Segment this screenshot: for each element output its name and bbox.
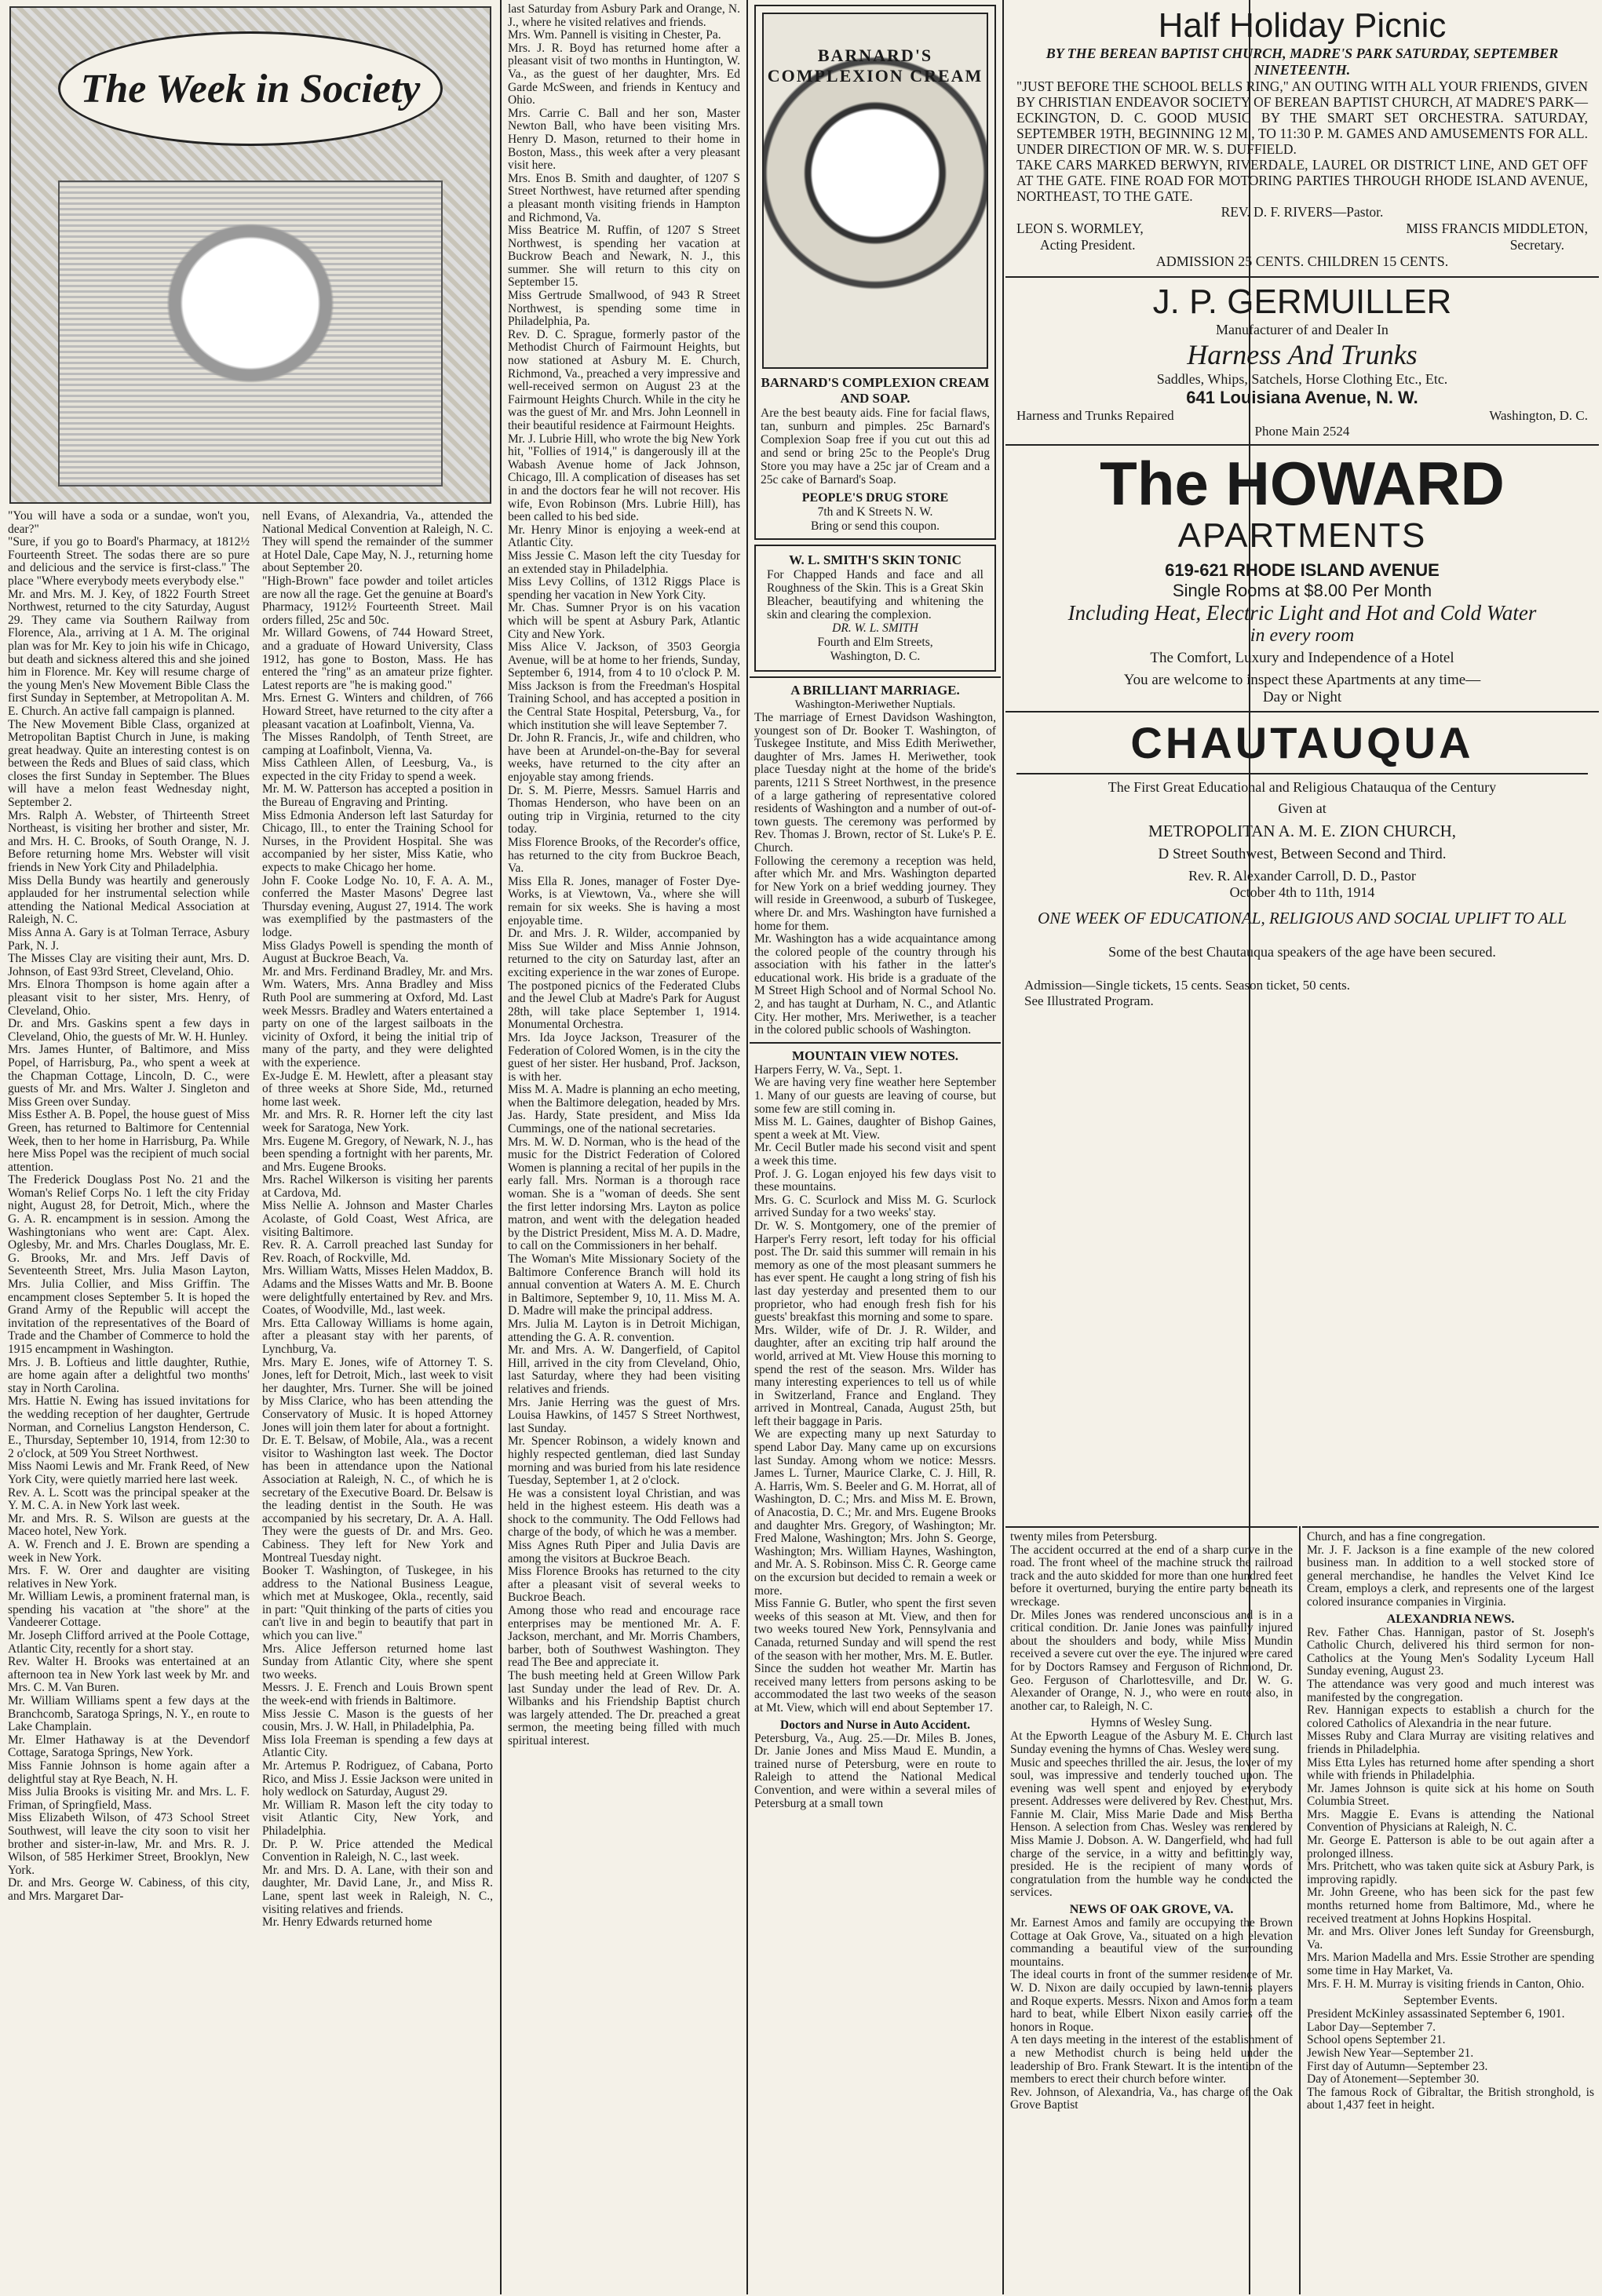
picnic-secretary: MISS FRANCIS MIDDLETON, (1406, 220, 1588, 236)
germuiller-line-1: Manufacturer of and Dealer In (1216, 322, 1389, 337)
chautauqua-admission: Admission—Single tickets, 15 cents. Season ticket, 50 cents. (1024, 978, 1351, 993)
mountain-view-article: Harpers Ferry, W. Va., Sept. 1. We are having very fine weather here September 1. Many of our guests are leaving of course, but some few are still coming in. Miss M. L. Gaines, daughter of Bishop Gaines, spent a week at Mt. View. Mr. Cecil Butler made his second visit and spent a week this time. Prof. J. G. Logan enjoyed his few days visit to these mountains. Mrs. G. C. Scurlock and Miss M. G. Scurlock arrived Sunday for a two weeks' stay. Dr. W. S. Montgomery, one of the premier of Harper's Ferry resort, left today for his official post. The Dr. said this summer will remain in his memory as one of the most pleasant summers he has ever spent. He caught a long string of fish his last day yesterday and presented them to our proprietor, who had enough fresh fish for his guests' breakfast this morning and some to spare. Mrs. Wilder, wife of Dr. J. R. Wilder, and daughter, after an exciting trip half around the world, arrived at Mt. View House this morning to spend the rest of the season. Mrs. Wilder has many interesting experiences to tell us of while in Switzerland, France and England. They arrived in Montreal, Canada, August 25th, but left their baggage in Paris. We are expecting many up next Saturday to spend Labor Day. Many came up on excursions last Sunday. Among whom we notice: Messrs. James L. Turner, Maurice Clarke, C. J. Hill, R. A. Harris, Wm. S. Beeler and G. M. Horrat, all of Washington, D. C.; Mrs. and Miss M. E. Brown, of Anacostia, D. C.; Mr. and Mrs. Eugene Brooks and daughter Mrs. Gregory, of Washington; Mr. Fred Malone, Washington; Mrs. John S. George, Washington; Mrs. William Haynes, Washington, and Mr. A. S. Robinson. Miss C. R. George came on the excursion but decided to remain a week or more. Miss Fannie G. Butler, who spent the first seven weeks of this season at Mt. View, and then for two weeks toured New York, Pennsylvania and Canada, returned Sunday and will spend the rest of the season with her mother, Mrs. M. E. Butler. Since the sudden hot weather Mr. Martin has received many letters from persons asking to be accommodated the last two weeks of the season at Mt. View, which will end about September 17. (754, 1062, 996, 1715)
howard-subtitle: APARTMENTS (1177, 516, 1427, 555)
skin-tonic-address-1: Fourth and Elm Streets, (817, 636, 933, 649)
auto-accident-article: Petersburg, Va., Aug. 25.—Dr. Miles B. Jones, Dr. Janie Jones and Miss Maud E. Mundin, a trained nurse of Petersburg, were en route to Raleigh to attend the National Medical Convention, and were within a several miles of Petersburg at a small town (754, 1731, 999, 1810)
september-events-title: September Events. (1403, 1994, 1498, 2008)
masthead-title: The Week in Society (58, 31, 443, 146)
germuiller-advertisement (1016, 282, 1588, 439)
column-rule (500, 0, 502, 2294)
picnic-pastor: REV. D. F. RIVERS—Pastor. (1221, 204, 1384, 220)
howard-apartments-advertisement (1016, 450, 1588, 706)
masthead-illustration (9, 6, 491, 504)
oak-grove-article: Mr. Earnest Amos and family are occupying the Brown Cottage at Oak Grove, Va., situated on a high elevation commanding a beautiful view of the surrounding mountains. The ideal courts in front of the summer residence of Mr. W. D. Nixon are daily occupied by lawn-tennis players and Roque experts. Messrs. Nixon and Amos form a team hard to beat, while Elbert Nixon easily carries off the honors in Roque. A ten days meeting in the interest of the establishment of a new Methodist church is being held under the leadership of Bro. Frank Stewart. It is the intention of the members to erect their church before winter. Rev. Johnson, of Alexandria, Va., has charge of the Oak Grove Baptist (1010, 1916, 1293, 2112)
society-figure-illustration (58, 180, 443, 487)
germuiller-line-2: Harness And Trunks (1187, 339, 1418, 370)
column-rule (1002, 0, 1004, 2294)
germuiller-repair: Harness and Trunks Repaired (1016, 408, 1174, 423)
soap-ad-title: BARNARD'S COMPLEXION CREAM AND SOAP. (761, 375, 990, 406)
auto-accident-title: Doctors and Nurse in Auto Accident. (780, 1718, 970, 1732)
howard-includes-2: in every room (1250, 625, 1355, 646)
column-4 (750, 0, 1001, 2294)
howard-address: 619-621 RHODE ISLAND AVENUE (1165, 560, 1440, 580)
oak-grove-continued: Church, and has a fine congregation. Mr. J. F. Jackson is a fine example of the new colored business man. In addition to a well stocked store of general merchandise, he handles the Velvet Kind Ice Cream, employs a clerk, and represents one of the largest colored insurance companies in Virginia. (1307, 1530, 1594, 1609)
picnic-body: "JUST BEFORE THE SCHOOL BELLS RING," AN OUTING WITH ALL YOUR FRIENDS, GIVEN BY CHRISTIAN ENDEAVOR SOCIETY OF BEREAN BAPTIST CHURCH, AT MADRE'S PARK—ECKINGTON, D. C. GOOD MUSIC BY THE SMART SET ORCHESTRA. SATURDAY, SEPTEMBER 19TH, BEGINNING 12 M., TO 11:30 P. M. GAMES AND AMUSEMENTS FOR ALL. UNDER DIRECTION OF MR. W. S. DUFFIELD. TAKE CARS MARKED BERWYN, RIVERDALE, LAUREL OR DISTRICT LINE, AND GET OFF AT THE GATE. FINE ROAD FOR MOTORING PARTIES THROUGH RHODE ISLAND AVENUE, NORTHEAST, TO THE GATE. (1016, 78, 1588, 204)
society-notes-1: "You will have a soda or a sundae, won't you, dear?" "Sure, if you go to Board's Pharmacy, at 1812½ Fourteenth Street. The sodas there are so pure and delicious and the service is first-class." The place "Where everybody meets everybody else." Mr. and Mrs. M. J. Key, of 1822 Fourth Street Northwest, returned to the city Saturday, August 29. They came via Southern Railway from Florence, Ala., arriving at 1 A. M. The original plan was for Mr. Key to join his wife in Chicago, but death and sickness altered this and she joined him in Florence. Mr. Key will resume charge of the young Men's New Movement Bible Class the first Sunday in September, at Metropolitan A. M. E. Church. An active fall campaign is planned. The New Movement Bible Class, organized at Metropolitan Baptist Church in June, is making great headway. Quite an interesting contest is on between the Reds and Blues of said class, which closes the first Sunday in September. The Blues will have a melon feast Wednesday night, September 2. Mrs. Ralph A. Webster, of Thirteenth Street Northeast, is visiting her brother and sister, Mr. and Mrs. H. C. Brooks, of South Orange, N. J. Before returning home Mrs. Webster will visit friends in New York City and Philadelphia. Miss Della Bundy was heartily and generously applauded for her instrumental selection while attending the National Medical Association at Raleigh, N. C. Miss Anna A. Gary is at Tolman Terrace, Asbury Park, N. J. The Misses Clay are visiting their aunt, Mrs. D. Johnson, of East 93rd Street, Cleveland, Ohio. Mrs. Elnora Thompson is home again after a pleasant visit to her sister, Mrs. Henry, of Cleveland, Ohio. Dr. and Mrs. Gaskins spent a few days in Cleveland, Ohio, the guests of Mr. W. H. Hunley. Mrs. James Hunter, of Baltimore, and Miss Popel, of Harrisburg, Pa., who spent a week at the Chapman Cottage, Lincoln, D. C., were guests of Mr. and Mrs. Walter J. Singleton and Miss Green over Sunday. Miss Esther A. B. Popel, the house guest of Miss Green, has returned to Baltimore for Centennial Week, then to her home in Harrisburg, Pa. While here Miss Popel was the recipient of much social attention. The Frederick Douglass Post No. 21 and the Woman's Relief Corps No. 1 left the city Friday night, August 28, for Detroit, Mich., where the G. A. R. encampment is in session. Among the Washingtonians who went are: Capt. Alex. Oglesby, Mr. and Mrs. Charles Douglass, Mr. E. G. Brooks, Mr. and Mrs. Jeff Davis of Seventeenth Street, Mrs. Julia Mason Layton, Mrs. Julia Collier, and Miss Griffin. The encampment closes September 5. It is hoped the Grand Army of the Republic will accept the invitation of the representatives of the Board of Trade and the Chamber of Commerce to hold the 1915 encampment in Washington. Mrs. J. B. Loftieus and little daughter, Ruthie, are home again after a delightful two months' stay in North Carolina. Mrs. Hattie N. Ewing has issued invitations for the wedding reception of her daughter, Gertrude Norman, and Cornelius Langston Henderson, C. E., Thursday, September 10, 1914, from 12:30 to 2 o'clock, at 509 You Street Northwest. Miss Naomi Lewis and Mr. Frank Reed, of New York City, were quietly married here last week. Rev. A. L. Scott was the principal speaker at the Y. M. C. A. in New York last week. Mr. and Mrs. R. S. Wilson are guests at the Maceo hotel, New York. A. W. French and J. E. Brown are spending a week in New York. Mrs. F. W. Orer and daughter are visiting relatives in New York. Mr. William Lewis, a prominent fraternal man, is spending his vacation at "the shore" at the Vandeerer Cottage. Mr. Joseph Clifford arrived at the Poole Cottage, Atlantic City, recently for a short stay. Rev. Walter H. Brooks was entertained at an afternoon tea in New York last week by Mr. and Mrs. C. M. Van Buren. Mr. William Williams spent a few days at the Branchcomb, Saratoga Springs, N. Y., en route to Lake Champlain. Mr. Elmer Hathaway is at the Devendorf Cottage, Saratoga Springs, New York. Miss Fannie Johnson is home again after a delightful stay at Rye Beach, N. H. Miss Julia Brooks is visiting Mr. and Mrs. L. F. Friman, of Springfield, Mass. Miss Elizabeth Wilson, of 473 School Street Southwest, will leave the city soon to visit her brother and sister-in-law, Mr. and Mrs. R. J. Wilson, of 585 Herkimer Street, Brooklyn, New York. Dr. and Mrs. George W. Cabiness, of this city, and Mrs. Margaret Dar- (8, 510, 250, 1903)
mountain-view-title: MOUNTAIN VIEW NOTES. (791, 1048, 959, 1063)
column-2-text (257, 510, 498, 2291)
picnic-president: LEON S. WORMLEY, (1016, 220, 1144, 236)
alexandria-title: ALEXANDRIA NEWS. (1386, 1612, 1515, 1626)
chautauqua-program: See Illustrated Program. (1024, 993, 1154, 1008)
soap-advertisement (754, 5, 996, 540)
chautauqua-advertisement (1016, 717, 1588, 1009)
soap-ad-store: PEOPLE'S DRUG STORE (801, 491, 949, 505)
chautauqua-street: D Street Southwest, Between Second and Third. (1158, 846, 1447, 862)
howard-title: The HOWARD (1100, 449, 1505, 518)
lower-column-rule (1299, 1526, 1301, 2294)
marriage-title: A BRILLIANT MARRIAGE. (790, 683, 960, 698)
chautauqua-title: CHAUTAUQUA (1130, 718, 1474, 767)
section-divider (750, 676, 1001, 678)
chautauqua-pastor: Rev. R. Alexander Carroll, D. D., Pastor (1188, 868, 1416, 884)
society-notes-3: last Saturday from Asbury Park and Orange, N. J., where he visited relatives and friends. Mrs. Wm. Pannell is visiting in Chester, Pa. Mrs. J. R. Boyd has returned home after a pleasant visit of two months in Huntington, W. Va., as the guest of her daughter, Mrs. Ed Garde McSween, and friends in Kentucy and Ohio. Mrs. Carrie C. Ball and her son, Master Newton Ball, who have been visiting Mrs. Henry D. Mason, returned to their home in Boston, Mass., this week after a very pleasant visit here. Mrs. Enos B. Smith and daughter, of 1207 S Street Northwest, have returned after spending a pleasant month visiting friends in Hampton and Richmond, Va. Miss Beatrice M. Ruffin, of 1207 S Street Northwest, is spending her vacation at Buckrow Beach and Newark, N. J., this summer. She will return to this city on September 15. Miss Gertrude Smallwood, of 943 R Street Northwest, is spending some time in Philadelphia, Pa. Rev. D. C. Sprague, formerly pastor of the Methodist Church of Fairmount Heights, but now stationed at Asbury M. E. Church, Richmond, Va., preached a very impressive and well-received sermon on August 23 at the Fairmount Heights Church. While in the city he was the guest of Mr. and Mrs. John Leonnell in their beautiful residence at Fairmount Heights. Mr. J. Lubrie Hill, who wrote the big New York hit, "Follies of 1914," is dangerously ill at the Wabash Avenue home of Jack Johnson, Chicago, Ill. A complication of diseases has set in and the doctors fear he will not recover. His wife, Evon Robinson (Mrs. Lubrie Hill), has been called to his bed side. Mr. Henry Minor is enjoying a week-end at Atlantic City. Miss Jessie C. Mason left the city Tuesday for an extended stay in Philadelphia. Miss Levy Collins, of 1312 Riggs Place is spending her vacation in New York City. Mr. Chas. Sumner Pryor is on his vacation which will be spent at Asbury Park, Atlantic City and New York. Miss Alice V. Jackson, of 3503 Georgia Avenue, will be at home to her friends, Sunday, September 6, 1914, from 4 to 10 o'clock P. M. Miss Jackson is from the Freedman's Hospital Training School, and has accepted a position in the Central State Hospital, Petersburg, Va., for which institution she will leave September 7. Dr. John R. Francis, Jr., wife and children, who have been at Arundel-on-the-Bay for several weeks, have returned to the city after an enjoyable stay among friends. Dr. S. M. Pierre, Messrs. Samuel Harris and Thomas Henderson, who have been on an outing trip in Virginia, returned to the city today. Miss Florence Brooks, of the Recorder's office, has returned to the city from Buckroe Beach, Va. Miss Ella R. Jones, manager of Foster Dye-Works, is at Viewtown, Va., where she will remain for six weeks. She is having a most enjoyable time. Dr. and Mrs. J. R. Wilder, accompanied by Miss Sue Wilder and Miss Annie Johnson, returned to the city on Saturday last, after an exciting experience in the war zones of Europe. The postponed picnics of the Federated Clubs and the Jewel Club at Madre's Park for August 28th, will take place September 1, 1914. Monumental Orchestra. Mrs. Ida Joyce Jackson, Treasurer of the Federation of Colored Women, is in the city the guest of her sister. Her husband, Prof. Jackson, is with her. Miss M. A. Madre is planning an echo meeting, when the Baltimore delegation, headed by Mrs. Jas. Hardy, State president, and Miss Ida Cummings, one of the national secretaries. Mrs. M. W. D. Norman, who is the head of the music for the District Federation of Colored Women is planning a recital of her pupils in the early fall. Mrs. Norman is a thorough race woman. She is a "woman of deeds. She sent the first letter indorsing Mrs. Layton as police matron, and went with the delegation headed by the District President, Miss M. A. D. Madre, to call on the Commissioners in her behalf. The Woman's Mite Missionary Society of the Baltimore Conference Branch will hold its annual convention at Waters A. M. E. Church in Baltimore, September 9, 10, 11. Miss M. A. D. Madre will make the principal address. Mrs. Julia M. Layton is in Detroit Michigan, attending the G. A. R. convention. Mr. and Mrs. A. W. Dangerfield, of Capitol Hill, arrived in the city from Cleveland, Ohio, last Saturday, where they had been visiting relatives and friends. Mrs. Janie Herring was the guest of Mrs. Louisa Hawkins, of 1457 S Street Northwest, last Sunday. Mr. Spencer Robinson, a widely known and highly respected gentleman, died last Sunday morning and was buried from his late residence Tuesday, September 1, at 2 o'clock. He was a consistent loyal Christian, and was held in the highest esteem. His death was a shock to the community. The Odd Fellows had charge of the body, of which he was a member. Miss Agnes Ruth Piper and Julia Davis are among the visitors at Buckroe Beach. Miss Florence Brooks has returned to the city after a pleasant visit of several weeks to Buckroe Beach. Among those who read and encourage race enterprises may be mentioned Mr. A. F. Jackson, merchant, and Mr. Morris Chambers, barber, both of Southwest Washington. They read The Bee and appreciate it. The bush meeting held at Green Willow Park last Sunday under the lead of Rev. Dr. A. Wilbanks and his Friendship Baptist church was largely attended. The Dr. preached a great sermon, the meeting being filled with much spiritual interest. (508, 2, 740, 1748)
column-1-text (3, 510, 254, 2291)
skin-tonic-body: For Chapped Hands and face and all Roughness of the Skin. This is a Great Skin Bleacher, beautifying and whitening the skin and clearing the complexion. (767, 568, 987, 621)
marriage-article: The marriage of Ernest Davidson Washington, youngest son of Dr. Booker T. Washington, of Tuskegee Institute, and Miss Edith Meriwether, daughter of Mrs. James H. Meriwether, took place Tuesday night at the home of the bride's parents, 1211 S Street Northwest, in the presence of a large gathering of representative colored residents of Washington and a number of out-of-town guests. The ceremony was performed by Rev. Thomas J. Brown, rector of St. Luke's P. E. Church. Following the ceremony a reception was held, after which Mr. and Mrs. Washington departed for New York on a brief wedding journey. They will reside in Greenwood, a suburb of Tuskegee, where Dr. and Mrs. Washington have furnished a home for them. Mr. Washington has a wide acquaintance among the colored people of the country through his association with his father in the latter's educational work. His bride is a graduate of the M Street High School and of Normal School No. 2, and has taught at Durham, N. C., and Atlantic City. Her mother, Mrs. Meriwether, is a teacher in the colored public schools of Washington. (754, 711, 996, 1037)
column-3 (503, 0, 745, 2294)
picnic-advertisement (1016, 6, 1588, 270)
chautauqua-speakers: Some of the best Chautauqua speakers of the age have been secured. (1108, 944, 1496, 960)
picnic-president-role: Acting President. (1040, 237, 1136, 253)
hymns-article: At the Epworth League of the Asbury M. E. Church last Sunday evening the hymns of Chas. Wesley were sung. Music and speeches thrilled the air. Jesus, the lover of my soul, was impressive and tenderly touched upon. The evening was well spent and enjoyed by everybody present. Addresses were delivered by Rev. Chestnut, Mrs. Fannie M. Clair, Miss Marie Dade and Miss Bertha Henson. A selection from Chas. Wesley was rendered by Miss Mamie J. Dobson. A. W. Dangerfield, who had full charge of the service, in a witty and befittingly way, presided. He is the recipient of many words of congratulation from the humble way he conducted the services. (1010, 1729, 1293, 1900)
column-5-lower-right (1302, 1526, 1599, 2296)
howard-welcome-2: Day or Night (1262, 689, 1342, 705)
howard-includes: Including Heat, Electric Light and Hot and Cold Water (1067, 601, 1537, 625)
accident-continued: twenty miles from Petersburg. The accident occurred at the end of a sharp curve in the road. The front wheel of the machine struck the railroad track and the auto skidded for more than one hundred feet before it overturned, burying the entire party beneath its wreckage. Dr. Miles Jones was rendered unconscious and is in a critical condition. Dr. Janie Jones was painfully injured about the shoulders and body, while Miss Mundin received a severe cut over the eye. The injured were cared for by Doctors Ramsey and Ferguson of Richmond, Dr. Geo. Ferguson of Charlottesville, and Dr. W. G. Alexander of Orange, N. J., who were en route also, in another car, to Raleigh, N. C. (1010, 1530, 1293, 1713)
chautauqua-divider (1016, 773, 1588, 774)
hymns-title: Hymns of Wesley Sung. (1090, 1716, 1213, 1730)
picnic-admission: ADMISSION 25 CENTS. CHILDREN 15 CENTS. (1155, 253, 1449, 269)
germuiller-city: Washington, D. C. (1489, 408, 1588, 423)
germuiller-address: 641 Louisiana Avenue, N. W. (1186, 388, 1418, 407)
chautauqua-week: ONE WEEK OF EDUCATIONAL, RELIGIOUS AND SOCIAL UPLIFT TO ALL (1037, 909, 1567, 928)
picnic-subtitle: BY THE BEREAN BAPTIST CHURCH, MADRE'S PARK SATURDAY, SEPTEMBER NINETEENTH. (1045, 46, 1559, 78)
skin-tonic-advertisement (754, 545, 996, 672)
society-notes-2: nell Evans, of Alexandria, Va., attended the National Medical Convention at Raleigh, N. C. They will spend the remainder of the summer at Hotel Dale, Cape May, N. J., returning home about September 20. "High-Brown" face powder and toilet articles are now all the rage. Get the genuine at Board's Pharmacy, 1912½ Fourteenth Street. Mail orders filled, 25c and 50c. Mr. Willard Gowens, of 744 Howard Street, and a graduate of Howard University, Class 1912, has gone to Boston, Mass. He has entered the "ring" as an amateur prize fighter. Latest reports are "he is making good." Mrs. Ernest G. Winters and children, of 766 Howard Street, have returned to the city after a pleasant vacation at Loafinbolt, Vienna, Va. The Misses Randolph, of Tenth Street, are camping at Loafinbolt, Vienna, Va. Miss Cathleen Allen, of Leesburg, Va., is expected in the city Friday to spend a week. Mr. M. W. Patterson has accepted a position in the Bureau of Engraving and Printing. Miss Edmonia Anderson left last Saturday for Chicago, Ill., to enter the Training School for Nurses, in the Provident Hospital. She was accompanied by her sister, Miss Katie, who expects to make Chicago her home. John F. Cooke Lodge No. 10, F. A. A. M., conferred the Master Masons' Degree last Thursday evening, August 27, 1914. The work was exemplified by the pastmasters of the lodge. Miss Gladys Powell is spending the month of August at Buckroe Beach, Va. Mr. and Mrs. Ferdinand Bradley, Mr. and Mrs. Wm. Waters, Mrs. Anna Bradley and Miss Ruth Pool are summering at Oxford, Md. Last week Messrs. Bradley and Waters entertained a party on one of the largest sailboats in the vicinity of Oxford, it being the initial trip of many of the party, and they were delighted with the experience. Ex-Judge E. M. Hewlett, after a pleasant stay of three weeks at Shore Side, Md., returned home last week. Mr. and Mrs. R. R. Horner left the city last week for Saratoga, New York. Mrs. Eugene M. Gregory, of Newark, N. J., has been spending a fortnight with her parents, Mr. and Mrs. Eugene Brooks. Mrs. Rachel Wilkerson is visiting her parents at Cardova, Md. Miss Nellie A. Johnson and Master Charles Acolaste, of Gold Coast, West Africa, are visiting Baltimore. Rev. R. A. Carroll preached last Sunday for Rev. Roach, of Rockville, Md. Mrs. William Watts, Misses Helen Maddox, B. Adams and the Misses Watts and Mr. B. Boone were delightfully entertained by Rev. and Mrs. Coates, of Woodville, Md., last week. Mrs. Etta Calloway Williams is home again, after a pleasant stay with her parents, of Lynchburg, Va. Mrs. Mary E. Jones, wife of Attorney T. S. Jones, left for Detroit, Mich., last week to visit her daughter, Mrs. Turner. She will be joined by Miss Clarice, who has been attending the Conservatory of Music. It is hoped Attorney Jones will join them later for about a fortnight. Dr. E. T. Belsaw, of Mobile, Ala., was a recent visitor to Washington last week. The Doctor has been in attendance upon the National Association at Raleigh, N. C., of which he is secretary of the Executive Board. Dr. Belsaw is the leading dentist in the South. He was accompanied by his secretary, Dr. A. A. Hall. They were the guests of Dr. and Mrs. Geo. Cabiness. They left for New York and Montreal Tuesday night. Booker T. Washington, of Tuskegee, in his address to the National Business League, which met at Muskogee, Okla., recently, said in part: "Quit thinking of the parts of cities you can't live in and begin to beautify that part in which you can live." Mrs. Alice Jefferson returned home last Sunday from Atlantic City, where she spent two weeks. Messrs. J. E. French and Louis Brown spent the week-end with friends in Baltimore. Miss Jessie C. Mason is the guests of her cousin, Mrs. J. W. Hall, in Philadelphia, Pa. Miss Iola Freeman is spending a few days at Atlantic City. Mr. Artemus P. Rodriguez, of Cabana, Porto Rico, and Miss J. Essie Jackson were united in holy wedlock on Saturday, August 29. Mr. William R. Mason left the city today to visit Atlantic City, New York, and Philadelphia. Dr. P. W. Price attended the Medical Convention in Raleigh, N. C., last week. Mr. and Mrs. D. A. Lane, with their son and daughter, Mr. David Lane, Jr., and Miss R. Lane, spent last week in Raleigh, N. C., visiting relatives and friends. Mr. Henry Edwards returned home (262, 510, 493, 1930)
germuiller-phone: Phone Main 2524 (1254, 424, 1350, 439)
column-5-lower-left (1005, 1526, 1297, 2296)
marriage-subtitle: Washington-Meriwether Nuptials. (794, 698, 956, 711)
howard-welcome: You are welcome to inspect these Apartments at any time— (1123, 672, 1481, 688)
chautauqua-dates: October 4th to 11th, 1914 (1229, 884, 1375, 900)
germuiller-line-3: Saddles, Whips, Satchels, Horse Clothing Etc., Etc. (1156, 371, 1448, 387)
soap-ad-coupon: Bring or send this coupon. (810, 519, 940, 533)
howard-rooms: Single Rooms at $8.00 Per Month (1172, 581, 1432, 600)
section-divider (1005, 444, 1599, 446)
soap-ad-address: 7th and K Streets N. W. (817, 505, 933, 519)
column-rule (746, 0, 748, 2294)
howard-comfort: The Comfort, Luxury and Independence of a Hotel (1150, 650, 1454, 666)
picnic-secretary-role: Secretary. (1509, 237, 1564, 253)
soap-ad-body: Are the best beauty aids. Fine for facial flaws, tan, sunburn and pimples. 25c Barnard's Complexion Soap free if you cut out this ad and send or bring 25c to the People's Drug Store you may have a 25c jar of Cream and a 25c cake of Barnard's Soap. (761, 406, 993, 487)
soap-ad-illustration (762, 13, 988, 369)
germuiller-name: J. P. GERMUILLER (1152, 282, 1452, 321)
oak-grove-title: NEWS OF OAK GROVE, VA. (1069, 1903, 1234, 1917)
chautauqua-line-2: Given at (1278, 800, 1326, 816)
section-divider (1005, 711, 1599, 712)
skin-tonic-title: W. L. SMITH'S SKIN TONIC (789, 552, 962, 567)
september-events-list: President McKinley assassinated September 6, 1901. Labor Day—September 7. School opens September 21. Jewish New Year—September 21. First day of Autumn—September 23. Day of Atonement—September 30. The famous Rock of Gibraltar, the British stronghold, is about 1,437 feet in height. (1307, 2007, 1594, 2112)
skin-tonic-signature: DR. W. L. SMITH (832, 621, 918, 635)
section-divider (750, 1042, 1001, 1044)
chautauqua-church: METROPOLITAN A. M. E. ZION CHURCH, (1148, 822, 1457, 840)
chautauqua-line-1: The First Great Educational and Religious Chatauqua of the Century (1108, 779, 1497, 795)
picnic-title: Half Holiday Picnic (1158, 6, 1447, 45)
soap-ad-arc-text: BARNARD'S COMPLEXION CREAM (767, 46, 983, 86)
column-1 (3, 0, 498, 510)
section-divider (1005, 276, 1599, 278)
alexandria-article: Rev. Father Chas. Hannigan, pastor of St. Joseph's Catholic Church, delivered his third sermon for non-Catholics at the Young Men's Sodality Lyceum Hall Sunday evening, August 23. The attendance was very good and much interest was manifested by the congregation. Rev. Hannigan expects to establish a church for the colored Catholics of Alexandria in the near future. Misses Ruby and Clara Murray are visiting relatives and friends in Philadelphia. Miss Etta Lyles has returned home after spending a short while with friends in Philadelphia. Mr. James Johnson is quite sick at his home on South Columbia Street. Mrs. Maggie E. Evans is attending the National Convention of Physicians at Raleigh, N. C. Mr. George E. Patterson is able to be out again after a prolonged illness. Mrs. Pritchett, who was taken quite sick at Asbury Park, is improving rapidly. Mr. John Greene, who has been sick for the past few months returned home from Baltimore, Md., where he received treatment at Johns Hopkins Hospital. Mr. and Mrs. Oliver Jones left Sunday for Greensburgh, Va. Mrs. Marion Madella and Mrs. Essie Strother are spending some time in Hay Market, Va. Mrs. F. H. M. Murray is visiting friends in Canton, Ohio. (1307, 1625, 1594, 1991)
skin-tonic-address-2: Washington, D. C. (830, 650, 921, 663)
